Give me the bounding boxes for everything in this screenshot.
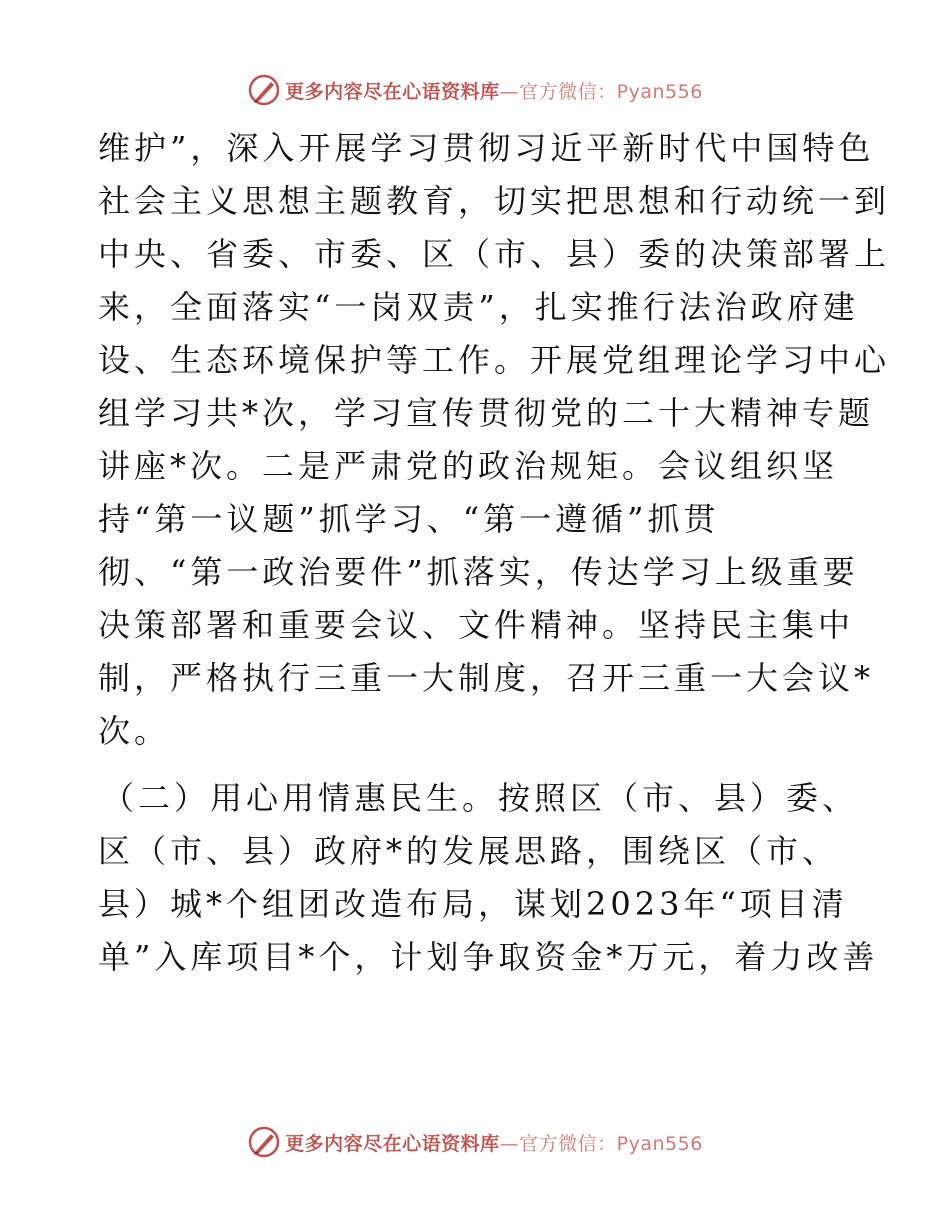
watermark-brand: 更多内容尽在心语资料库 (285, 80, 500, 103)
text-line: 单”入库项目*个，计划争取资金*万元，着力改善 (98, 938, 879, 976)
watermark-contact: —官方微信：Pyan556 (499, 1132, 703, 1155)
document-body (98, 122, 891, 984)
text-line: 彻、“第一政治要件”抓落实，传达学习上级重要 (98, 553, 859, 591)
text-line: 决策部署和重要会议、文件精神。坚持民主集中 (98, 606, 855, 644)
text-line: 讲座*次。二是严肃党的政治规矩。会议组织坚 (98, 447, 839, 485)
pen-logo-icon (247, 1125, 281, 1159)
text-line: 来，全面落实“一岗双责”，扎实推行法治政府建 (98, 288, 859, 326)
text-line: 维护”，深入开展学习贯彻习近平新时代中国特色 (98, 129, 875, 167)
text-line: 区（市、县）政府*的发展思路，围绕区（市、 (98, 832, 839, 870)
watermark-bottom (0, 1122, 950, 1162)
text-line: 制，严格执行三重一大制度，召开三重一大会议* (98, 659, 875, 697)
text-line: 县）城*个组团改造布局，谋划2023年“项目清 (98, 885, 848, 923)
watermark-top (0, 70, 950, 110)
text-line: （二）用心用情惠民生。按照区（市、县）委、 (102, 779, 859, 817)
text-line: 组学习共*次，学习宣传贯彻党的二十大精神专题 (98, 394, 875, 432)
text-line: 设、生态环境保护等工作。开展党组理论学习中心 (98, 341, 891, 379)
text-line: 持“第一议题”抓学习、“第一遵循”抓贯 (98, 500, 720, 538)
text-line: 次。 (98, 712, 171, 750)
watermark-brand: 更多内容尽在心语资料库 (285, 1132, 500, 1155)
text-line: 社会主义思想主题教育，切实把思想和行动统一到 (98, 182, 891, 220)
pen-logo-icon (247, 73, 281, 107)
paragraph-gap (98, 758, 858, 772)
watermark-contact: —官方微信：Pyan556 (499, 80, 703, 103)
text-line: 中央、省委、市委、区（市、县）委的决策部署上 (98, 235, 891, 273)
